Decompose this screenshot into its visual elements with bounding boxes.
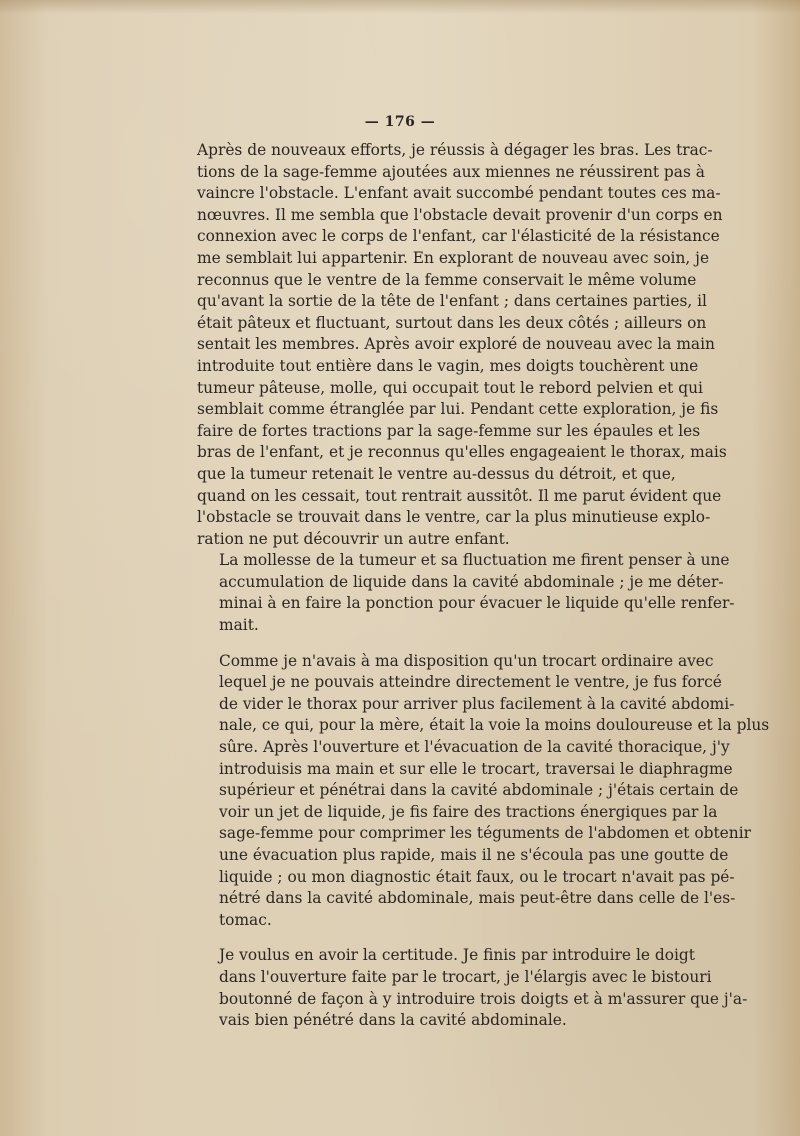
text-line: supérieur et pénétrai dans la cavité abdominale ; j'étais certain de xyxy=(219,781,739,800)
text-line: Comme je n'avais à ma disposition qu'un trocart ordinaire avec xyxy=(219,651,714,670)
text-line: Après de nouveaux efforts, je réussis à dégager les bras. Les trac- xyxy=(197,141,713,159)
page-edge-shadow xyxy=(0,0,800,14)
text-line: boutonné de façon à y introduire trois doigts et à m'assurer que j'a- xyxy=(219,989,748,1008)
text-line: tomac. xyxy=(219,910,272,929)
text-line: nœuvres. Il me sembla que l'obstacle devait provenir d'un corps en xyxy=(197,205,723,224)
text-line: nétré dans la cavité abdominale, mais peut-être dans celle de l'es- xyxy=(219,889,736,908)
text-line: semblait comme étranglée par lui. Pendant cette exploration, je fis xyxy=(197,400,719,419)
text-line: reconnus que le ventre de la femme conservait le même volume xyxy=(197,270,697,289)
text-line: sentait les membres. Après avoir exploré de nouveau avec la main xyxy=(197,335,715,354)
text-line: Je voulus en avoir la certitude. Je finis par introduire le doigt xyxy=(219,946,695,965)
text-line: sage-femme pour comprimer les téguments de l'abdomen et obtenir xyxy=(219,824,751,843)
text-line: quand on les cessait, tout rentrait aussitôt. Il me parut évident que xyxy=(197,486,722,505)
text-line: sûre. Après l'ouverture et l'évacuation de la cavité thoracique, j'y xyxy=(219,738,730,757)
text-line: vaincre l'obstacle. L'enfant avait succombé pendant toutes ces ma- xyxy=(197,184,721,203)
body-text xyxy=(197,140,770,1032)
text-line: était pâteux et fluctuant, surtout dans les deux côtés ; ailleurs on xyxy=(197,313,707,332)
page-number: — 176 — xyxy=(364,114,436,130)
text-line: ration ne put découvrir un autre enfant. xyxy=(197,529,510,548)
text-line: me semblait lui appartenir. En explorant de nouveau avec soin, je xyxy=(197,248,710,267)
text-line: qu'avant la sortie de la tête de l'enfant ; dans certaines parties, il xyxy=(197,292,707,311)
text-line: une évacuation plus rapide, mais il ne s'écoula pas une goutte de xyxy=(219,846,729,864)
text-line: dans l'ouverture faite par le trocart, je l'élargis avec le bistouri xyxy=(219,967,712,986)
text-line: bras de l'enfant, et je reconnus qu'elles engageaient le thorax, mais xyxy=(197,443,727,462)
text-line: La mollesse de la tumeur et sa fluctuation me firent penser à une xyxy=(219,551,730,570)
text-line: nale, ce qui, pour la mère, était la voie la moins douloureuse et la plus xyxy=(219,716,770,735)
paragraph xyxy=(197,550,735,636)
text-line: de vider le thorax pour arriver plus facilement à la cavité abdomi- xyxy=(219,694,735,713)
text-line: introduisis ma main et sur elle le trocart, traversai le diaphragme xyxy=(219,759,733,778)
text-line: mait. xyxy=(219,616,259,635)
paragraph xyxy=(197,140,727,550)
text-line: introduite tout entière dans le vagin, mes doigts touchèrent une xyxy=(197,356,699,375)
text-line: lequel je ne pouvais atteindre directement le ventre, je fus forcé xyxy=(219,673,722,692)
text-line: tumeur pâteuse, molle, qui occupait tout le rebord pelvien et qui xyxy=(197,378,703,397)
text-line: l'obstacle se trouvait dans le ventre, car la plus minutieuse explo- xyxy=(197,508,711,527)
text-line: accumulation de liquide dans la cavité abdominale ; je me déter- xyxy=(219,572,724,591)
text-line: que la tumeur retenait le ventre au-dessus du détroit, et que, xyxy=(197,464,676,483)
text-line: voir un jet de liquide, je fis faire des tractions énergiques par la xyxy=(219,802,718,821)
text-line: faire de fortes tractions par la sage-femme sur les épaules et les xyxy=(197,421,701,440)
text-line: connexion avec le corps de l'enfant, car l'élasticité de la résistance xyxy=(197,227,720,246)
paragraph xyxy=(197,945,748,1031)
paragraph xyxy=(197,651,770,932)
text-line: liquide ; ou mon diagnostic était faux, ou le trocart n'avait pas pé- xyxy=(219,867,735,886)
text-line: minai à en faire la ponction pour évacuer le liquide qu'elle renfer- xyxy=(219,594,735,613)
text-line: tions de la sage-femme ajoutées aux miennes ne réussirent pas à xyxy=(197,162,705,181)
text-line: vais bien pénétré dans la cavité abdominale. xyxy=(219,1011,567,1030)
